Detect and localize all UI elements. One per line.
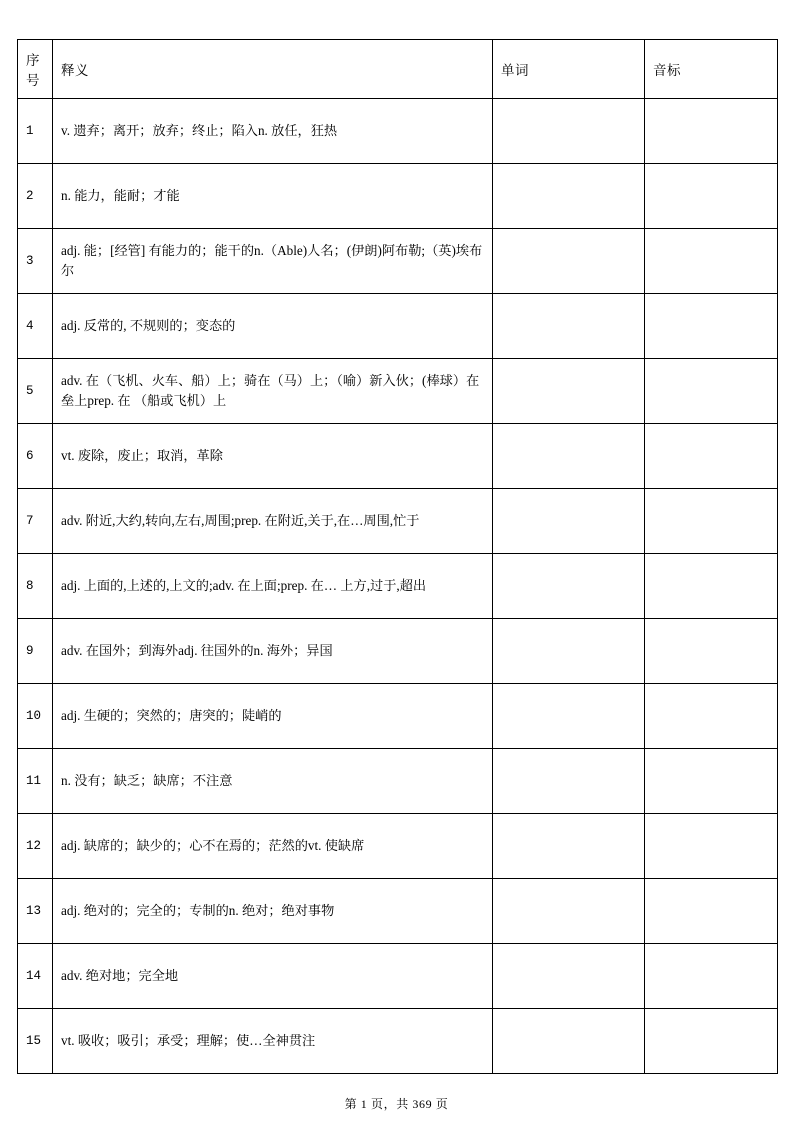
vocabulary-table bbox=[17, 39, 778, 1074]
row-word-input[interactable] bbox=[493, 294, 645, 359]
row-definition: n. 没有；缺乏；缺席；不注意 bbox=[53, 749, 493, 814]
row-word-input[interactable] bbox=[493, 684, 645, 749]
table-row bbox=[18, 814, 778, 879]
row-index: 1 bbox=[18, 99, 53, 164]
row-definition: v. 遗弃；离开；放弃；终止；陷入n. 放任，狂热 bbox=[53, 99, 493, 164]
table-row bbox=[18, 749, 778, 814]
row-word-input[interactable] bbox=[493, 359, 645, 424]
page-footer: 第 1 页，共 369 页 bbox=[344, 1097, 449, 1111]
row-word-input[interactable] bbox=[493, 164, 645, 229]
row-word-input[interactable] bbox=[493, 879, 645, 944]
row-definition: adj. 绝对的；完全的；专制的n. 绝对；绝对事物 bbox=[53, 879, 493, 944]
row-phonetic-input[interactable] bbox=[645, 619, 778, 684]
row-word-input[interactable] bbox=[493, 424, 645, 489]
column-header-definition: 释义 bbox=[53, 40, 493, 99]
table-row bbox=[18, 489, 778, 554]
column-header-word: 单词 bbox=[493, 40, 645, 99]
row-definition: n. 能力，能耐；才能 bbox=[53, 164, 493, 229]
row-phonetic-input[interactable] bbox=[645, 229, 778, 294]
row-word-input[interactable] bbox=[493, 1009, 645, 1074]
row-definition: adj. 上面的,上述的,上文的;adv. 在上面;prep. 在… 上方,过于,超出 bbox=[53, 554, 493, 619]
table-row bbox=[18, 944, 778, 1009]
row-phonetic-input[interactable] bbox=[645, 684, 778, 749]
row-phonetic-input[interactable] bbox=[645, 879, 778, 944]
row-index: 7 bbox=[18, 489, 53, 554]
row-definition: adj. 反常的, 不规则的；变态的 bbox=[53, 294, 493, 359]
row-word-input[interactable] bbox=[493, 229, 645, 294]
table-row bbox=[18, 554, 778, 619]
row-word-input[interactable] bbox=[493, 749, 645, 814]
row-word-input[interactable] bbox=[493, 944, 645, 1009]
table-row bbox=[18, 294, 778, 359]
row-word-input[interactable] bbox=[493, 619, 645, 684]
row-definition: adj. 能；[经管] 有能力的；能干的n.（Able)人名；(伊朗)阿布勒;（英)埃布尔 bbox=[53, 229, 493, 294]
row-word-input[interactable] bbox=[493, 814, 645, 879]
vocabulary-table-container bbox=[17, 39, 777, 1074]
row-index: 13 bbox=[18, 879, 53, 944]
row-phonetic-input[interactable] bbox=[645, 489, 778, 554]
table-row bbox=[18, 99, 778, 164]
table-row bbox=[18, 619, 778, 684]
row-definition: vt. 吸收；吸引；承受；理解；使…全神贯注 bbox=[53, 1009, 493, 1074]
row-index: 12 bbox=[18, 814, 53, 879]
row-phonetic-input[interactable] bbox=[645, 1009, 778, 1074]
table-row bbox=[18, 229, 778, 294]
row-definition: adv. 绝对地；完全地 bbox=[53, 944, 493, 1009]
row-definition: vt. 废除，废止；取消，革除 bbox=[53, 424, 493, 489]
row-phonetic-input[interactable] bbox=[645, 359, 778, 424]
row-index: 4 bbox=[18, 294, 53, 359]
row-definition: adv. 在（飞机、火车、船）上；骑在（马）上；（喻）新入伙；(棒球）在垒上prep. 在 （船或飞机）上 bbox=[53, 359, 493, 424]
row-index: 15 bbox=[18, 1009, 53, 1074]
row-index: 5 bbox=[18, 359, 53, 424]
row-definition: adj. 生硬的；突然的；唐突的；陡峭的 bbox=[53, 684, 493, 749]
column-header-index: 序号 bbox=[18, 40, 53, 99]
row-word-input[interactable] bbox=[493, 554, 645, 619]
row-index: 10 bbox=[18, 684, 53, 749]
row-phonetic-input[interactable] bbox=[645, 294, 778, 359]
row-phonetic-input[interactable] bbox=[645, 424, 778, 489]
row-definition: adv. 在国外；到海外adj. 往国外的n. 海外；异国 bbox=[53, 619, 493, 684]
row-index: 6 bbox=[18, 424, 53, 489]
table-row bbox=[18, 1009, 778, 1074]
row-index: 2 bbox=[18, 164, 53, 229]
table-row bbox=[18, 684, 778, 749]
row-index: 9 bbox=[18, 619, 53, 684]
row-definition: adj. 缺席的；缺少的；心不在焉的；茫然的vt. 使缺席 bbox=[53, 814, 493, 879]
row-definition: adv. 附近,大约,转向,左右,周围;prep. 在附近,关于,在…周围,忙于 bbox=[53, 489, 493, 554]
row-index: 8 bbox=[18, 554, 53, 619]
row-phonetic-input[interactable] bbox=[645, 164, 778, 229]
row-index: 3 bbox=[18, 229, 53, 294]
row-word-input[interactable] bbox=[493, 489, 645, 554]
row-phonetic-input[interactable] bbox=[645, 99, 778, 164]
row-phonetic-input[interactable] bbox=[645, 944, 778, 1009]
row-phonetic-input[interactable] bbox=[645, 749, 778, 814]
table-header-row bbox=[18, 40, 778, 99]
row-index: 14 bbox=[18, 944, 53, 1009]
column-header-phonetic: 音标 bbox=[645, 40, 778, 99]
row-phonetic-input[interactable] bbox=[645, 554, 778, 619]
row-index: 11 bbox=[18, 749, 53, 814]
table-row bbox=[18, 424, 778, 489]
table-row bbox=[18, 359, 778, 424]
table-row bbox=[18, 164, 778, 229]
row-word-input[interactable] bbox=[493, 99, 645, 164]
table-row bbox=[18, 879, 778, 944]
row-phonetic-input[interactable] bbox=[645, 814, 778, 879]
